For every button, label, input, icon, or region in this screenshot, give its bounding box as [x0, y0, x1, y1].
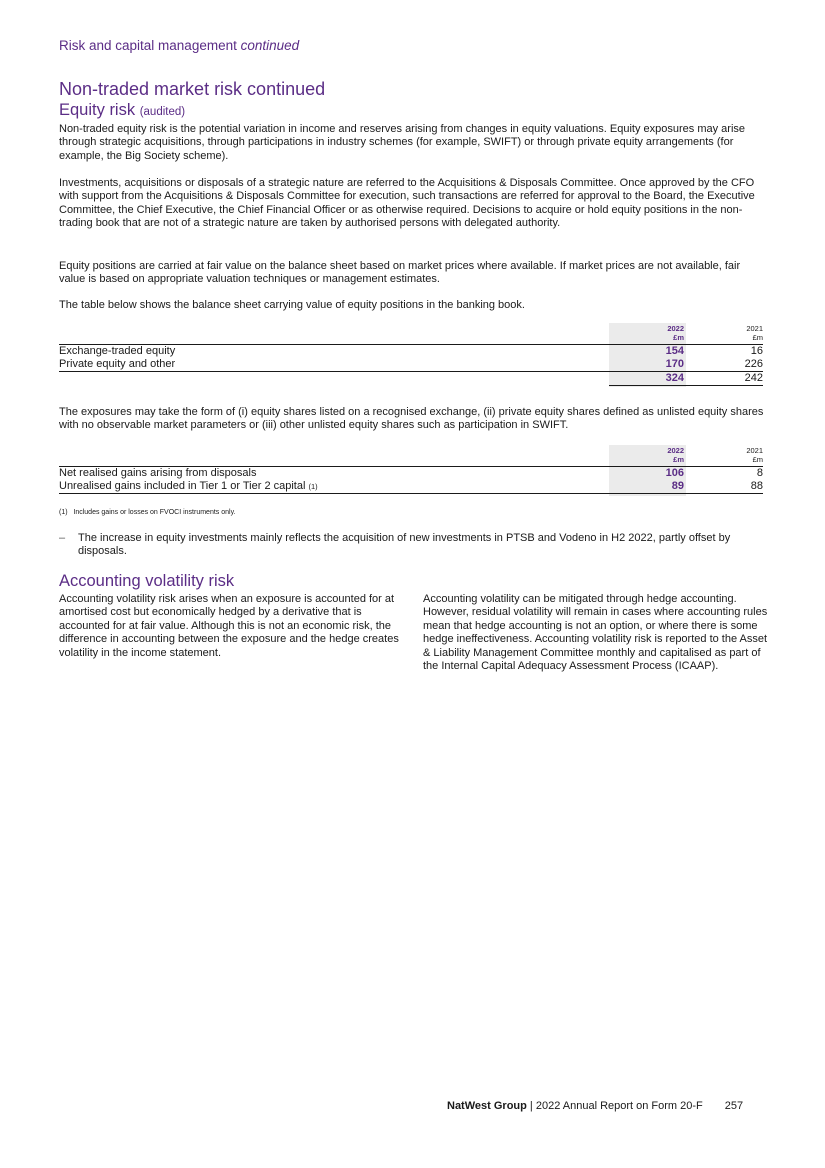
table-row	[59, 358, 763, 372]
subsection-title-text: Equity risk	[59, 101, 136, 119]
total-value-2022: 324	[665, 372, 684, 384]
header-2022-unit: £m	[673, 333, 684, 342]
page-number: 257	[724, 1100, 744, 1112]
accounting-left-column: Accounting volatility risk arises when an exposure is accounted for at amortised cost but economically hedged by a derivative that is accounted for at fair value. Although this is not an economic risk, the difference in accounting between the exposure and the hedge creates volatility in the income statement.	[59, 593, 399, 659]
row-label-text: Unrealised gains included in Tier 1 or Tier 2 capital	[59, 480, 306, 492]
paragraph-equity-risk-definition: Non-traded equity risk is the potential variation in income and reserves arising from changes in equity valuations. Equity exposures may arise through strategic acquisitions, through participations in industry schemes (for example, SWIFT) or through private equity arrangements (for example, the Big Society scheme).	[59, 123, 746, 162]
table-total-row	[59, 372, 763, 385]
total-underline	[609, 385, 763, 386]
row-value-2021: 16	[750, 345, 763, 357]
row-label: Exchange-traded equity	[59, 345, 176, 357]
footer-brand: NatWest Group	[447, 1100, 527, 1112]
subsection-title	[59, 101, 185, 120]
bullet-text: The increase in equity investments mainly reflects the acquisition of new investments in PTSB and Vodeno in H2 2022, partly offset by disposals.	[78, 532, 731, 558]
header-2022-unit: £m	[673, 455, 684, 464]
table-row	[59, 480, 763, 494]
section-title: Non-traded market risk continued	[59, 79, 326, 99]
bullet-dash: –	[59, 532, 66, 544]
footnote: (1) Includes gains or losses on FVOCI instruments only.	[59, 509, 236, 516]
page-footer	[447, 1100, 743, 1112]
equity-positions-table	[59, 323, 763, 385]
row-label: Private equity and other	[59, 358, 176, 370]
running-header	[59, 38, 299, 53]
table-header	[59, 445, 763, 467]
paragraph-fair-value: Equity positions are carried at fair value on the balance sheet based on market prices where available. If market prices are not available, fair value is based on appropriate valuation techniques or management estimates.	[59, 260, 741, 286]
header-2021: 2021	[746, 324, 763, 333]
table-row	[59, 467, 763, 480]
table-row	[59, 345, 763, 358]
header-2021: 2021	[746, 446, 763, 455]
header-2022: 2022	[667, 446, 684, 455]
row-value-2021: 88	[750, 480, 763, 492]
total-value-2021: 242	[744, 372, 763, 384]
footer-separator: |	[526, 1100, 536, 1112]
row-value-2022: 106	[665, 467, 684, 479]
running-header-continued: continued	[240, 38, 300, 53]
header-2021-unit: £m	[752, 333, 763, 342]
subsection-audited-note: (audited)	[139, 106, 186, 118]
row-value-2021: 8	[756, 467, 763, 479]
row-value-2021: 226	[744, 358, 763, 370]
footnote-ref: (1)	[308, 482, 318, 491]
running-header-title: Risk and capital management	[59, 38, 237, 53]
footer-report-title: 2022 Annual Report on Form 20-F	[535, 1100, 703, 1112]
gains-table	[59, 445, 763, 494]
row-value-2022: 154	[665, 345, 684, 357]
accounting-right-column: Accounting volatility can be mitigated through hedge accounting. However, residual volatility will remain in cases where accounting rules mean that hedge accounting is not an option, or where there is some hedge ineffectiveness. Accounting volatility risk is reported to the Asset & Liability Management Committee monthly and capitalised as part of the Internal Capital Adequacy Assessment Process (ICAAP).	[423, 593, 768, 673]
paragraph-table-intro: The table below shows the balance sheet carrying value of equity positions in the banking book.	[59, 299, 525, 311]
paragraph-exposure-forms: The exposures may take the form of (i) equity shares listed on a recognised exchange, (ii) private equity shares defined as unlisted equity shares with no observable market parameters or (iii) other unlisted equity shares such as participation in SWIFT.	[59, 406, 764, 432]
row-label	[59, 480, 318, 493]
paragraph-acquisitions-committee: Investments, acquisitions or disposals of a strategic nature are referred to the Acquisitions & Disposals Committee. Once approved by the CFO with support from the Acquisitions & Disposals Committee for execution, such transactions are referred for approval to the Board, the Executive Committee, the Chief Executive, the Chief Financial Officer or as otherwise required. Decisions to acquire or hold equity positions in the non-trading book that are not of a strategic nature are taken by authorised persons with delegated authority.	[59, 177, 755, 230]
row-label: Net realised gains arising from disposals	[59, 467, 257, 479]
header-2022: 2022	[667, 324, 684, 333]
header-2021-unit: £m	[752, 455, 763, 464]
row-value-2022: 89	[671, 480, 684, 492]
accounting-volatility-title: Accounting volatility risk	[59, 572, 235, 590]
row-value-2022: 170	[665, 358, 684, 370]
table-header	[59, 323, 763, 345]
